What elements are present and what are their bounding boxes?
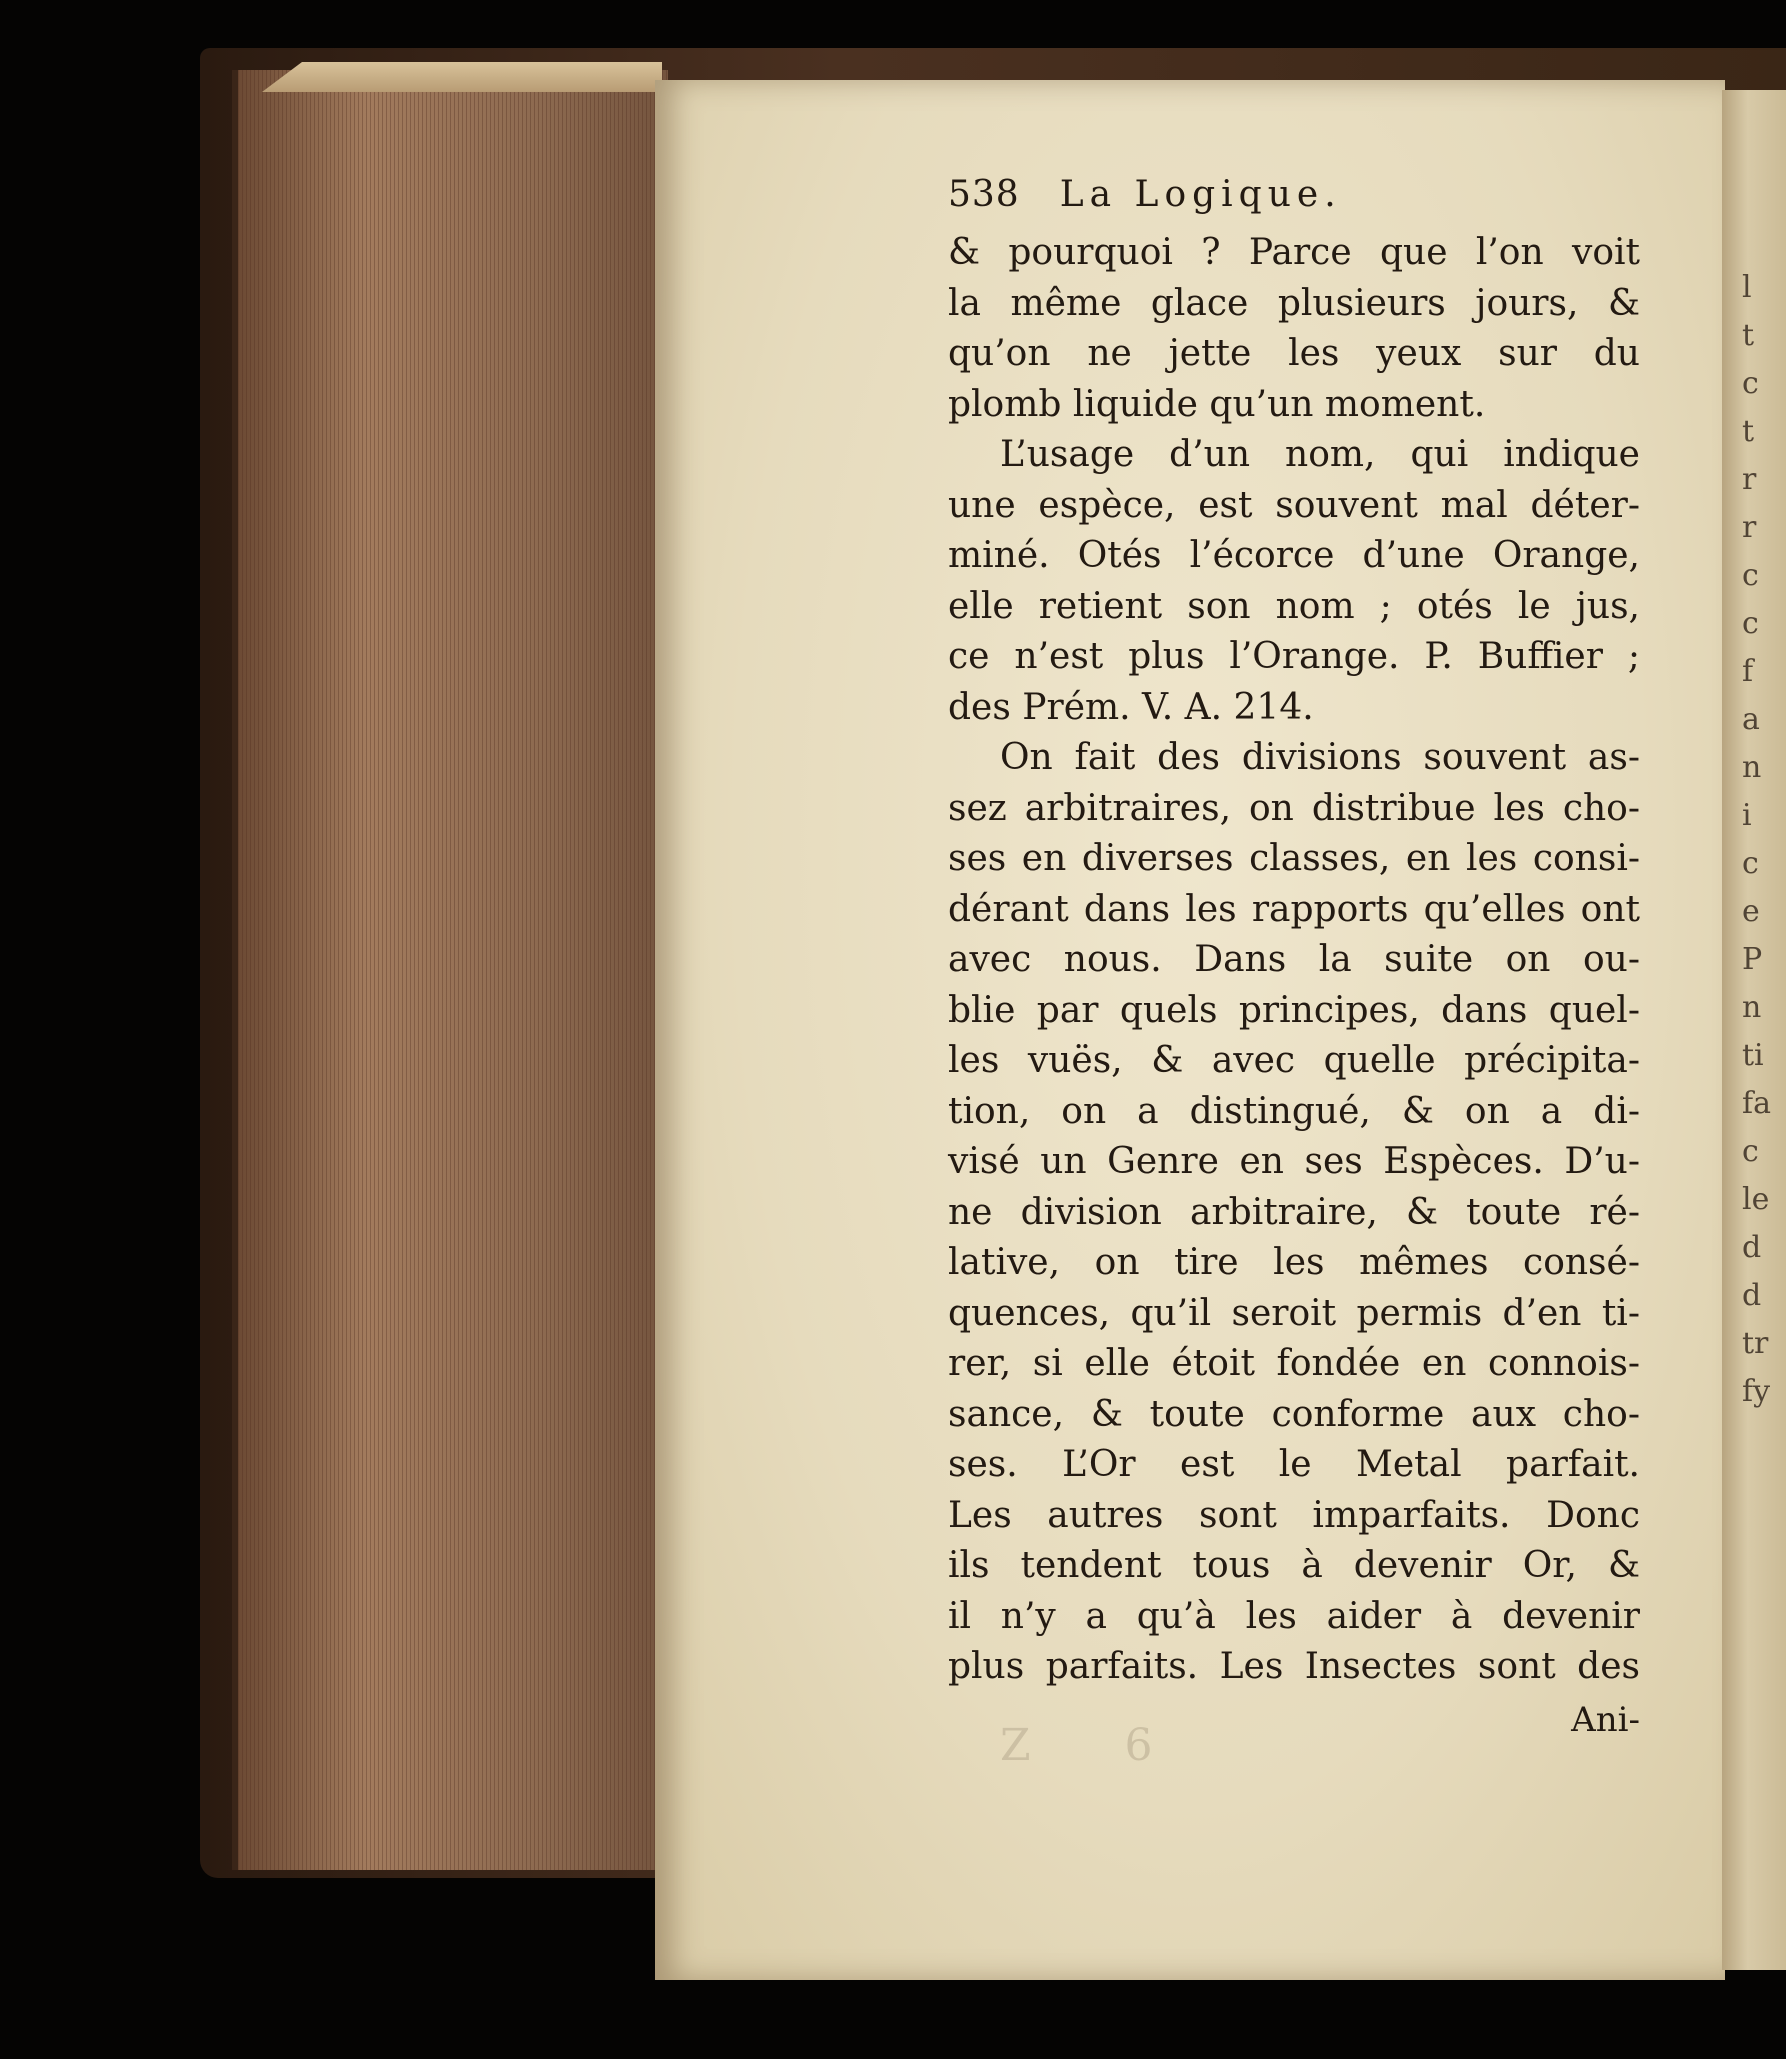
text-line: plus parfaits. Les Insectes sont des: [948, 1646, 1640, 1687]
text-line: la même glace plusieurs jours, &: [948, 282, 1640, 324]
facing-page-glyph: le: [1742, 1182, 1770, 1217]
text-line: visé un Genre en ses Espèces. D’u-: [948, 1141, 1640, 1182]
page-block-edge: [232, 70, 668, 1870]
bleed-through-text: Z 6: [1000, 1720, 1193, 1771]
running-head: [948, 170, 1640, 228]
text-line: les vuës, & avec quelle précipita-: [948, 1040, 1640, 1081]
text-line: sez arbitraires, on distribue les cho-: [948, 787, 1640, 829]
facing-page-glyph: c: [1742, 606, 1759, 641]
text-line: ses. L’Or est le Metal parfait.: [948, 1444, 1640, 1485]
facing-page-glyph: a: [1742, 702, 1760, 737]
text-line: ce n’est plus l’Orange. P. Buffier ;: [948, 636, 1640, 677]
text-line: avec nous. Dans la suite on ou-: [948, 939, 1640, 980]
text-line: lative, on tire les mêmes consé-: [948, 1242, 1640, 1283]
text-line: blie par quels principes, dans quel-: [948, 989, 1640, 1031]
facing-page-glyph: c: [1742, 366, 1759, 401]
page-text: [948, 170, 1640, 1745]
text-line: elle retient son nom ; otés le jus,: [948, 585, 1640, 627]
facing-page-glyph: n: [1742, 750, 1762, 785]
page-top-edge: [262, 62, 662, 92]
text-line: ils tendent tous à devenir Or, &: [948, 1545, 1640, 1586]
facing-page-glyph: fa: [1742, 1086, 1771, 1121]
facing-page-glyph: e: [1742, 894, 1760, 929]
facing-page-glyph: n: [1742, 990, 1762, 1025]
text-line: ne division arbitraire, & toute ré-: [948, 1191, 1640, 1233]
facing-page-glyph: t: [1742, 318, 1755, 353]
text-line: rer, si elle étoit fondée en connois-: [948, 1343, 1640, 1384]
text-line: dérant dans les rapports qu’elles ont: [948, 888, 1640, 930]
facing-page-glyph: c: [1742, 558, 1759, 593]
facing-page-glyph: c: [1742, 1134, 1759, 1169]
text-line: une espèce, est souvent mal déter-: [948, 484, 1640, 526]
facing-page-glyph: l: [1742, 270, 1752, 305]
running-title: La Logique.: [1059, 174, 1342, 215]
facing-page-glyph: c: [1742, 846, 1759, 881]
text-line: plomb liquide qu’un moment.: [948, 383, 1486, 425]
text-line: il n’y a qu’à les aider à devenir: [948, 1595, 1640, 1637]
body-text: [948, 228, 1640, 1693]
facing-page-glyph: ti: [1742, 1038, 1764, 1073]
text-line: & pourquoi ? Parce que l’on voit: [948, 232, 1640, 273]
text-line: sance, & toute conforme aux cho-: [948, 1393, 1640, 1435]
text-line: des Prém. V. A. 214.: [948, 686, 1314, 728]
facing-page-glyph: d: [1742, 1230, 1762, 1265]
text-line: miné. Otés l’écorce d’une Orange,: [948, 535, 1640, 576]
facing-page-glyph: r: [1742, 462, 1757, 497]
facing-page-glyph: d: [1742, 1278, 1762, 1313]
text-line: Les autres sont imparfaits. Donc: [948, 1494, 1640, 1536]
text-line: quences, qu’il seroit permis d’en ti-: [948, 1292, 1640, 1334]
catchword: Ani-: [1571, 1699, 1640, 1740]
facing-page-glyph: r: [1742, 510, 1757, 545]
facing-page-glyph: t: [1742, 414, 1755, 449]
text-line: On fait des divisions souvent as-: [1000, 737, 1640, 778]
text-line: ses en diverses classes, en les consi-: [948, 838, 1640, 879]
text-line: qu’on ne jette les yeux sur du: [948, 333, 1640, 374]
facing-page-glyph: tr: [1742, 1326, 1769, 1361]
page-number: 538: [948, 174, 1020, 215]
facing-page-glyph: fy: [1742, 1374, 1771, 1409]
text-line: L’usage d’un nom, qui indique: [1000, 434, 1640, 475]
facing-page-glyph: i: [1742, 798, 1752, 833]
facing-page-edge: [1722, 90, 1786, 1970]
facing-page-glyph: P: [1742, 942, 1763, 977]
text-line: tion, on a distingué, & on a di-: [948, 1090, 1640, 1132]
facing-page-glyph: f: [1742, 654, 1754, 689]
